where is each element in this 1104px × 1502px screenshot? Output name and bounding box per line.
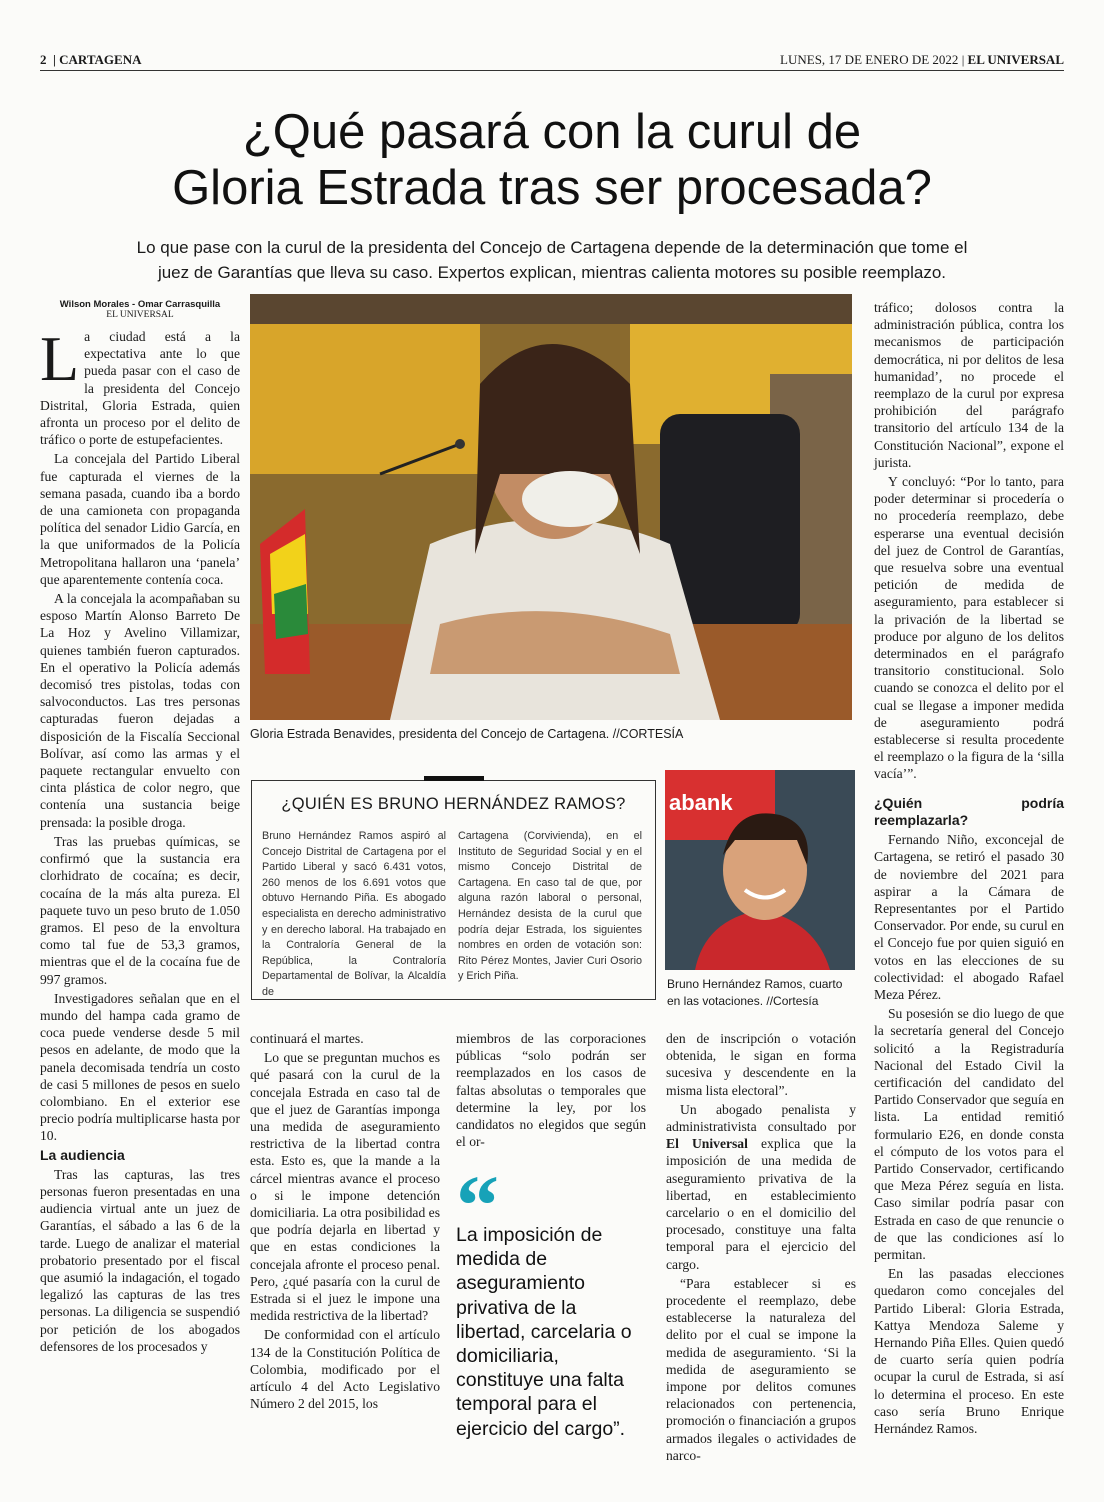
paragraph: “Para establecer si es procedente el reemplazo, debe establecerse la naturaleza del delito por el cual se impone la medida de aseguramiento. ‘Si la medida de aseguramiento se impone por delitos comunes relacionados con pertenencia, promoción o financiación a grupos armados ilegales o actividades de narco- bbox=[666, 1275, 856, 1463]
paragraph: Y concluyó: “Por lo tanto, para poder determinar si procedería o no procedería reemplazo, debe esperarse una eventual decisión del juez de Control de Garantías, que resuelva sobre una eventual petición de medida de aseguramiento, para establecer si la privación de la libertad se produce por alguno de los delitos determinados en el parágrafo transitorio constitucional. Solo cuando se conozca el delito por el cual se llegase a imponer medida de aseguramiento podrá establecerse si resulta procedente el reemplazo o la figura de la ‘silla vacía’”. bbox=[874, 474, 1064, 782]
article-column-5 bbox=[874, 299, 1064, 1439]
subtitle: Lo que pase con la curul de la presidenta del Concejo de Cartagena depende de la determinación que tome el juez de Garantías que lleva su caso. Expertos explican, mientras calienta motores su posible reemplazo. bbox=[136, 238, 968, 282]
portrait-illustration bbox=[665, 770, 855, 970]
article-column-1 bbox=[40, 323, 240, 1357]
page-header bbox=[40, 50, 1064, 71]
dateline: LUNES, 17 DE ENERO DE 2022 | EL UNIVERSAL bbox=[780, 52, 1064, 67]
page-section: 2 | CARTAGENA bbox=[40, 52, 142, 67]
paragraph: Investigadores señalan que en el mundo del hampa cada gramo de coca puede venderse desde 5 mil pesos en adelante, de modo que la panela decomisada tendría un costo de casi 5 millones de pesos en suelo colombiano. En el exterior ese precio podría multiplicarse hasta por 10. bbox=[40, 990, 240, 1144]
paragraph-text: explica que la imposición de una medida de aseguramiento privativa de la libertad, en establecimiento carcelario o en el domicilio del procesado, constituye una falta temporal para el ejercicio del cargo. bbox=[666, 1136, 856, 1272]
paragraph: Su posesión se dio luego de que la secretaría general del Concejo solicitó a la Registraduría Nacional del Estado Civil la certificación del candidato del Partido Conservador que seguía en lista. La entidad remitió formulario E26, en donde consta el cómputo de los votos para el Partido Conservador, certificando que Meza Pérez seguía en lista. Caso similar podría pasar con Estrada en caso de que renuncie o de que las condiciones así lo permitan. bbox=[874, 1006, 1064, 1262]
paragraph: tráfico; dolosos contra la administración pública, contra los mecanismos de participación democrática, ni por delitos de lesa humanidad’, no procede el reemplazo de la curul por expresa prohibición del parágrafo transitorio del artículo 134 de la Constitución Nacional”, expone el jurista. bbox=[874, 300, 1064, 470]
photo-caption: Gloria Estrada Benavides, presidenta del Concejo de Cartagena. //CORTESÍA bbox=[250, 727, 684, 741]
paragraph bbox=[666, 1101, 856, 1273]
newspaper-name: EL UNIVERSAL bbox=[967, 52, 1064, 67]
info-box bbox=[251, 780, 656, 1000]
headline bbox=[60, 104, 1044, 216]
paragraph: continuará el martes. bbox=[250, 1031, 364, 1046]
lead-text: a ciudad está a la expectativa ante lo que pueda pasar con el caso de la presidenta del Concejo Distrital, Gloria Estrada, quien afronta un proceso por el delito de tráfico o porte de estupefacientes. bbox=[40, 329, 240, 448]
article-column-3 bbox=[456, 1030, 646, 1152]
section-name: CARTAGENA bbox=[59, 52, 142, 67]
info-box-text-left: Bruno Hernández Ramos aspiró al Concejo Distrital de Cartagena por el Partido Liberal y sacó 6.431 votos, 260 menos de los 6.691 votos que obtuvo Hernando Piña. Es abogado especialista en derecho administrativo y en derecho laboral. Ha trabajado en la Contraloría General de la República, la Contraloría Departamental de Bolívar, la Alcaldía de bbox=[262, 830, 446, 998]
subhead-reemplazo: ¿Quién podría reemplazarla? bbox=[874, 794, 1064, 828]
paragraph: Fernando Niño, exconcejal de Cartagena, se retiró el pasado 30 de noviembre del 2021 para aspirar a la Cámara de Representantes por el Partido Conservador. Por ende, su curul en el Concejo fue por quien siguió en votos en las elecciones de su colectividad: el abogado Rafael Meza Pérez. bbox=[874, 832, 1064, 1002]
paragraph: A la concejala la acompañaban su esposo Martín Alonso Barreto De La Hoz y Avelino Villamizar, quienes también fueron capturados. En el operativo la Policía además decomisó tres pistolas, todas con salvoconductos. Las tres personas capturadas fueron dejadas a disposición de la Fiscalía Seccional Bolívar, así como las armas y el paquete rectangular envuelto con cinta plástica de color negro, que contenía una sustancia beige prensada: la posible droga. bbox=[40, 591, 240, 830]
paragraph: Tras las capturas, las tres personas fueron presentadas en una audiencia virtual ante un juez de Garantías, el sábado a las 6 de la tarde. Luego de analizar el material probatorio presentado por el fiscal que asumió la indagación, el togado legalizó las capturas de las tres personas. La diligencia se suspendió por petición de los abogados defensores de los procesados y bbox=[40, 1166, 240, 1354]
paragraph: miembros de las corporaciones públicas “solo podrán ser reemplazados en los casos de faltas absolutas o temporales que determine la ley, por los candidatos no elegidos que según el or- bbox=[456, 1031, 646, 1150]
article-column-4 bbox=[666, 1030, 856, 1466]
paragraph: En las pasadas elecciones quedaron como concejales del Partido Liberal: Gloria Estrada, Kattya Mendoza Saleme y Hernando Piña Elles. Quien quedó de cuarto sería quien podría ocupar la curul de Estrada, si así lo determina el proceso. En este caso sería Bruno Enrique Hernández Ramos. bbox=[874, 1266, 1064, 1436]
paragraph: den de inscripción o votación obtenida, le sigan en forma sucesiva y descendente en la misma lista electoral”. bbox=[666, 1031, 856, 1098]
paragraph: Tras las pruebas químicas, se confirmó que la sustancia era clorhidrato de cocaína; es decir, cocaína de la más alta pureza. El paquete tuvo un peso bruto de 1.050 gramos. El peso de la envoltura como tal fue de 53,3 gramos, mientras que el de la cocaína fue de 997 gramos. bbox=[40, 833, 240, 987]
article-column-2 bbox=[250, 1030, 440, 1414]
info-box-text-right: Cartagena (Corvivienda), en el Instituto de Seguridad Social y en el mismo Concejo Distrital de Cartagena. En caso tal de que, por alguna razón laboral o personal, Hernández desista de la curul que podría dejar Estrada, los siguientes nombres en orden de votación son: Rito Pérez Montes, Javier Curi Osorio y Erich Piña. bbox=[458, 830, 642, 983]
pull-quote-text: La imposición de medida de aseguramiento privativa de la libertad, carcelaria o domiciliaria, constituye una falta temporal para el ejercicio del cargo”. bbox=[456, 1224, 632, 1440]
byline bbox=[40, 299, 240, 321]
paragraph: La concejala del Partido Liberal fue capturada el viernes de la semana pasada, cuando iba a bordo de una camioneta con propaganda política del senador Lidio García, en la que uniformados de la Policía Metropolitana hallaron una ‘panela’ que aparentemente contenía coca. bbox=[40, 451, 240, 587]
subhead-audiencia: La audiencia bbox=[40, 1146, 125, 1163]
pull-quote bbox=[456, 1157, 646, 1441]
lead-paragraph bbox=[40, 323, 240, 448]
main-photo bbox=[250, 294, 852, 720]
portrait-caption: Bruno Hernández Ramos, cuarto en las votaciones. //Cortesía bbox=[667, 977, 843, 1008]
quote-mark-icon: “ bbox=[456, 1157, 499, 1253]
portrait-photo bbox=[665, 770, 855, 970]
paragraph-text: Un abogado penalista y administrativista consultado por bbox=[666, 1101, 856, 1135]
photo-illustration bbox=[250, 294, 852, 720]
paragraph: De conformidad con el artículo 134 de la Constitución Política de Colombia, modificado por el artículo 4 del Acto Legislativo Número 2 del 2015, los bbox=[250, 1327, 440, 1412]
outlet-mention: El Universal bbox=[666, 1136, 748, 1152]
headline-line-2: Gloria Estrada tras ser procesada? bbox=[172, 161, 932, 215]
drop-cap: L bbox=[40, 323, 80, 394]
box-accent-bar bbox=[424, 776, 484, 781]
headline-line-1: ¿Qué pasará con la curul de bbox=[242, 105, 862, 159]
info-box-title: ¿QUIÉN ES BRUNO HERNÁNDEZ RAMOS? bbox=[281, 795, 626, 813]
background-sign-text: abank bbox=[669, 790, 733, 815]
page-number: 2 bbox=[40, 52, 47, 67]
issue-date: LUNES, 17 DE ENERO DE 2022 bbox=[780, 52, 959, 67]
paragraph: Lo que se preguntan muchos es qué pasará con la curul de la concejala Estrada en caso tal de que el juez de Garantías imponga una medida de aseguramiento restrictiva de la libertad contra esta. Esto es, que la mande a la cárcel mientras avance el proceso o si le impone detención domiciliaria. La otra posibilidad es que podría dejarla en libertad y que en estas condiciones la concejala afronte el proceso penal. Pero, ¿qué pasaría con la curul de Estrada si el juez le impone una medida restrictiva de la libertad? bbox=[250, 1050, 440, 1324]
byline-authors: Wilson Morales - Omar Carrasquilla bbox=[59, 299, 221, 310]
byline-outlet: EL UNIVERSAL bbox=[106, 310, 174, 320]
